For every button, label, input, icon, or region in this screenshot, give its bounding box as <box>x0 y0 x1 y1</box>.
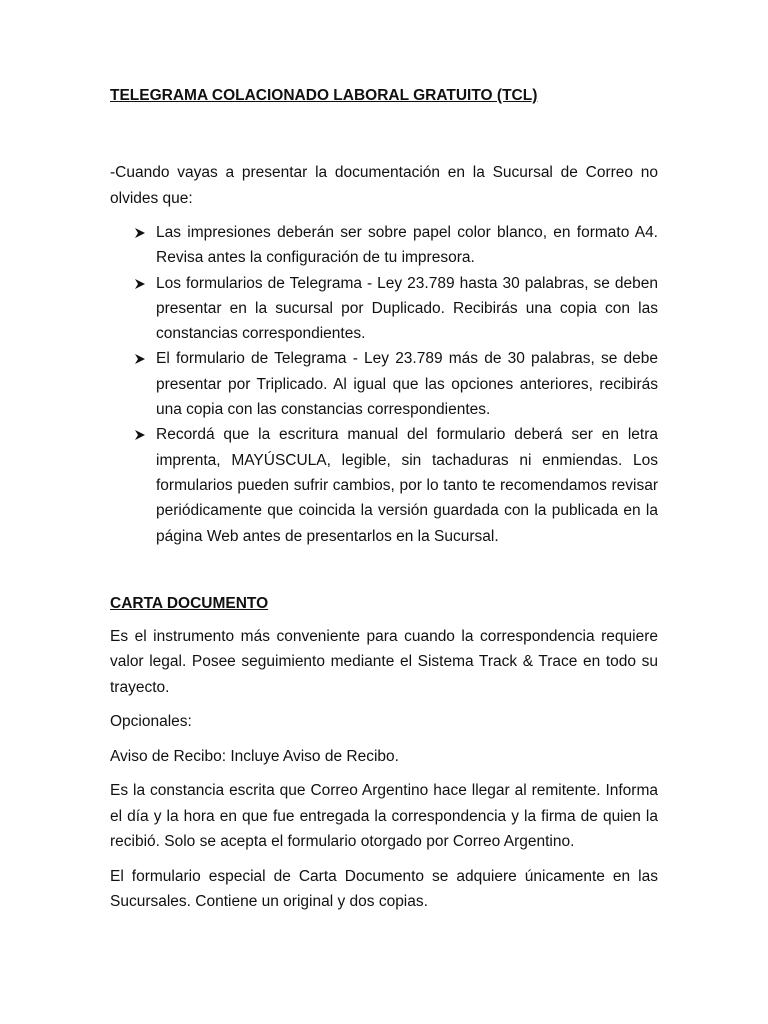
optionals-label: Opcionales: <box>110 713 192 731</box>
arrow-bullet-icon <box>134 228 146 238</box>
bullet-text: Las impresiones deberán ser sobre papel color blanco, en formato A4. Revisa antes la configuración de tu impresora. <box>156 224 658 267</box>
tcl-bullet-list <box>110 220 658 549</box>
bullet-text: Recordá que la escritura manual del formulario deberá ser en letra imprenta, MAYÚSCULA, legible, sin tachaduras ni enmiendas. Los formularios pueden sufrir cambios, por lo tanto te recomendamos revisar periódicamente que coincida la versión guardada con la publicada en la página Web antes de presentarlos en la Sucursal. <box>156 426 658 545</box>
formulario-text: El formulario especial de Carta Documento se adquiere únicamente en las Sucursales. Contiene un original y dos copias. <box>110 867 658 911</box>
carta-description: Es el instrumento más conveniente para cuando la correspondencia requiere valor legal. Posee seguimiento mediante el Sistema Track & Trace en todo su trayecto. <box>110 627 658 696</box>
arrow-bullet-icon <box>134 279 146 289</box>
arrow-bullet-icon <box>134 354 146 364</box>
tcl-heading: TELEGRAMA COLACIONADO LABORAL GRATUITO (TCL) <box>110 87 538 104</box>
list-item <box>110 220 658 271</box>
bullet-text: El formulario de Telegrama - Ley 23.789 más de 30 palabras, se debe presentar por Triplicado. Al igual que las opciones anteriores, recibirás una copia con las constancias correspondientes. <box>156 350 658 419</box>
arrow-bullet-icon <box>134 430 146 440</box>
list-item <box>110 422 658 548</box>
bullet-text: Los formularios de Telegrama - Ley 23.789 hasta 30 palabras, se deben presentar en la sucursal por Duplicado. Recibirás una copia con las constancias correspondientes. <box>156 274 658 343</box>
constancia-text: Es la constancia escrita que Correo Argentino hace llegar al remitente. Informa el día y la hora en que fue entregada la correspondencia y la firma de quien la recibió. Solo se acepta el formulario otorgado por Correo Argentino. <box>110 782 658 851</box>
carta-heading: CARTA DOCUMENTO <box>110 594 269 612</box>
list-item <box>110 346 658 422</box>
aviso-text: Aviso de Recibo: Incluye Aviso de Recibo. <box>110 747 399 765</box>
tcl-intro: -Cuando vayas a presentar la documentación en la Sucursal de Correo no olvides que: <box>110 164 658 207</box>
list-item <box>110 271 658 347</box>
